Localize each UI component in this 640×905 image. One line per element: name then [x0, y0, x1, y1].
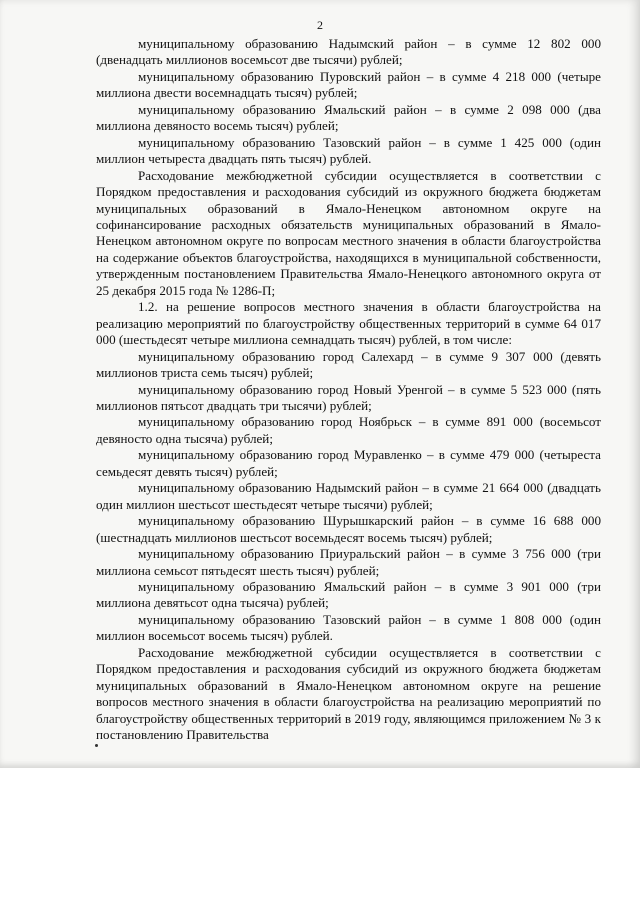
- paragraph-priuralsky: муниципальному образованию Приуральский район – в сумме 3 756 000 (три миллиона семьсот пятьдесят шесть тысяч) рублей;: [96, 546, 601, 578]
- paragraph-nadym-1: муниципальному образованию Надымский район – в сумме 12 802 000 (двенадцать миллионов восемьсот две тысячи) рублей;: [96, 36, 601, 68]
- paragraph-subsidy-procedure-1: Расходование межбюджетной субсидии осуществляется в соответствии с Порядком предоставления и расходования субсидий из окружного бюджета бюджетам муниципальных образований в Ямало-Ненецком автономном округе на софинансирование расходных обязательств муниципальных образований в Ямало-Ненецком автономном округе по вопросам местного значения в области благоустройства на содержание объектов благоустройства, находящихся в муниципальной собственности, утвержденным постановлением Правительства Ямало-Ненецкого автономного округа от 25 декабря 2015 года № 1286-П;: [96, 167, 601, 298]
- page-number: 2: [317, 18, 323, 32]
- paragraph-yamalsky-1: муниципальному образованию Ямальский район – в сумме 2 098 000 (два миллиона девяносто восемь тысяч) рублей;: [96, 101, 601, 134]
- paragraph-salekhard: муниципальному образованию город Салехард – в сумме 9 307 000 (девять миллионов триста семь тысяч) рублей;: [96, 348, 601, 381]
- paragraph-yamalsky-2: муниципальному образованию Ямальский район – в сумме 3 901 000 (три миллиона девятьсот одна тысяча) рублей;: [96, 578, 601, 611]
- paragraph-muravlenko: муниципальному образованию город Муравленко – в сумме 479 000 (четыреста семьдесят девять тысяч) рублей;: [96, 447, 601, 479]
- paragraph-shuryshkarsky: муниципальному образованию Шурышкарский район – в сумме 16 688 000 (шестнадцать миллионов шестьсот восемьдесят восемь тысяч) рублей;: [96, 513, 601, 545]
- scan-speck: [95, 744, 98, 747]
- paragraph-tazovsky-1: муниципальному образованию Тазовский район – в сумме 1 425 000 (один миллион четыреста двадцать пять тысяч) рублей.: [96, 134, 601, 167]
- paragraph-noyabrsk: муниципальному образованию город Ноябрьск – в сумме 891 000 (восемьсот девяносто одна тысяча) рублей;: [96, 414, 601, 446]
- paragraph-nadym-2: муниципальному образованию Надымский район – в сумме 21 664 000 (двадцать один миллион шестьсот шестьдесят четыре тысячи) рублей;: [96, 480, 601, 512]
- paragraph-item-1-2: 1.2. на решение вопросов местного значения в области благоустройства на реализацию мероприятий по благоустройству общественных территорий в сумме 64 017 000 (шестьдесят четыре миллиона семнадцать тысяч) рублей, в том числе:: [96, 299, 601, 348]
- paragraph-tazovsky-2: муниципальному образованию Тазовский район – в сумме 1 808 000 (один миллион восемьсот восемь тысяч) рублей.: [96, 611, 601, 644]
- paragraph-purovsky: муниципальному образованию Пуровский район – в сумме 4 218 000 (четыре миллиона двести восемнадцать тысяч) рублей;: [96, 68, 601, 101]
- paragraph-novy-urengoy: муниципальному образованию город Новый Уренгой – в сумме 5 523 000 (пять миллионов пятьсот двадцать три тысячи) рублей;: [96, 381, 601, 413]
- paragraph-subsidy-procedure-2: Расходование межбюджетной субсидии осуществляется в соответствии с Порядком предоставления и расходования субсидий из окружного бюджета бюджетам муниципальных образований в Ямало-Ненецком автономном округе на решение вопросов местного значения в области благоустройства на реализацию мероприятий по благоустройству общественных территорий в 2019 году, являющимся приложением № 3 к постановлению Правительства: [96, 644, 601, 743]
- document-body: [96, 36, 601, 743]
